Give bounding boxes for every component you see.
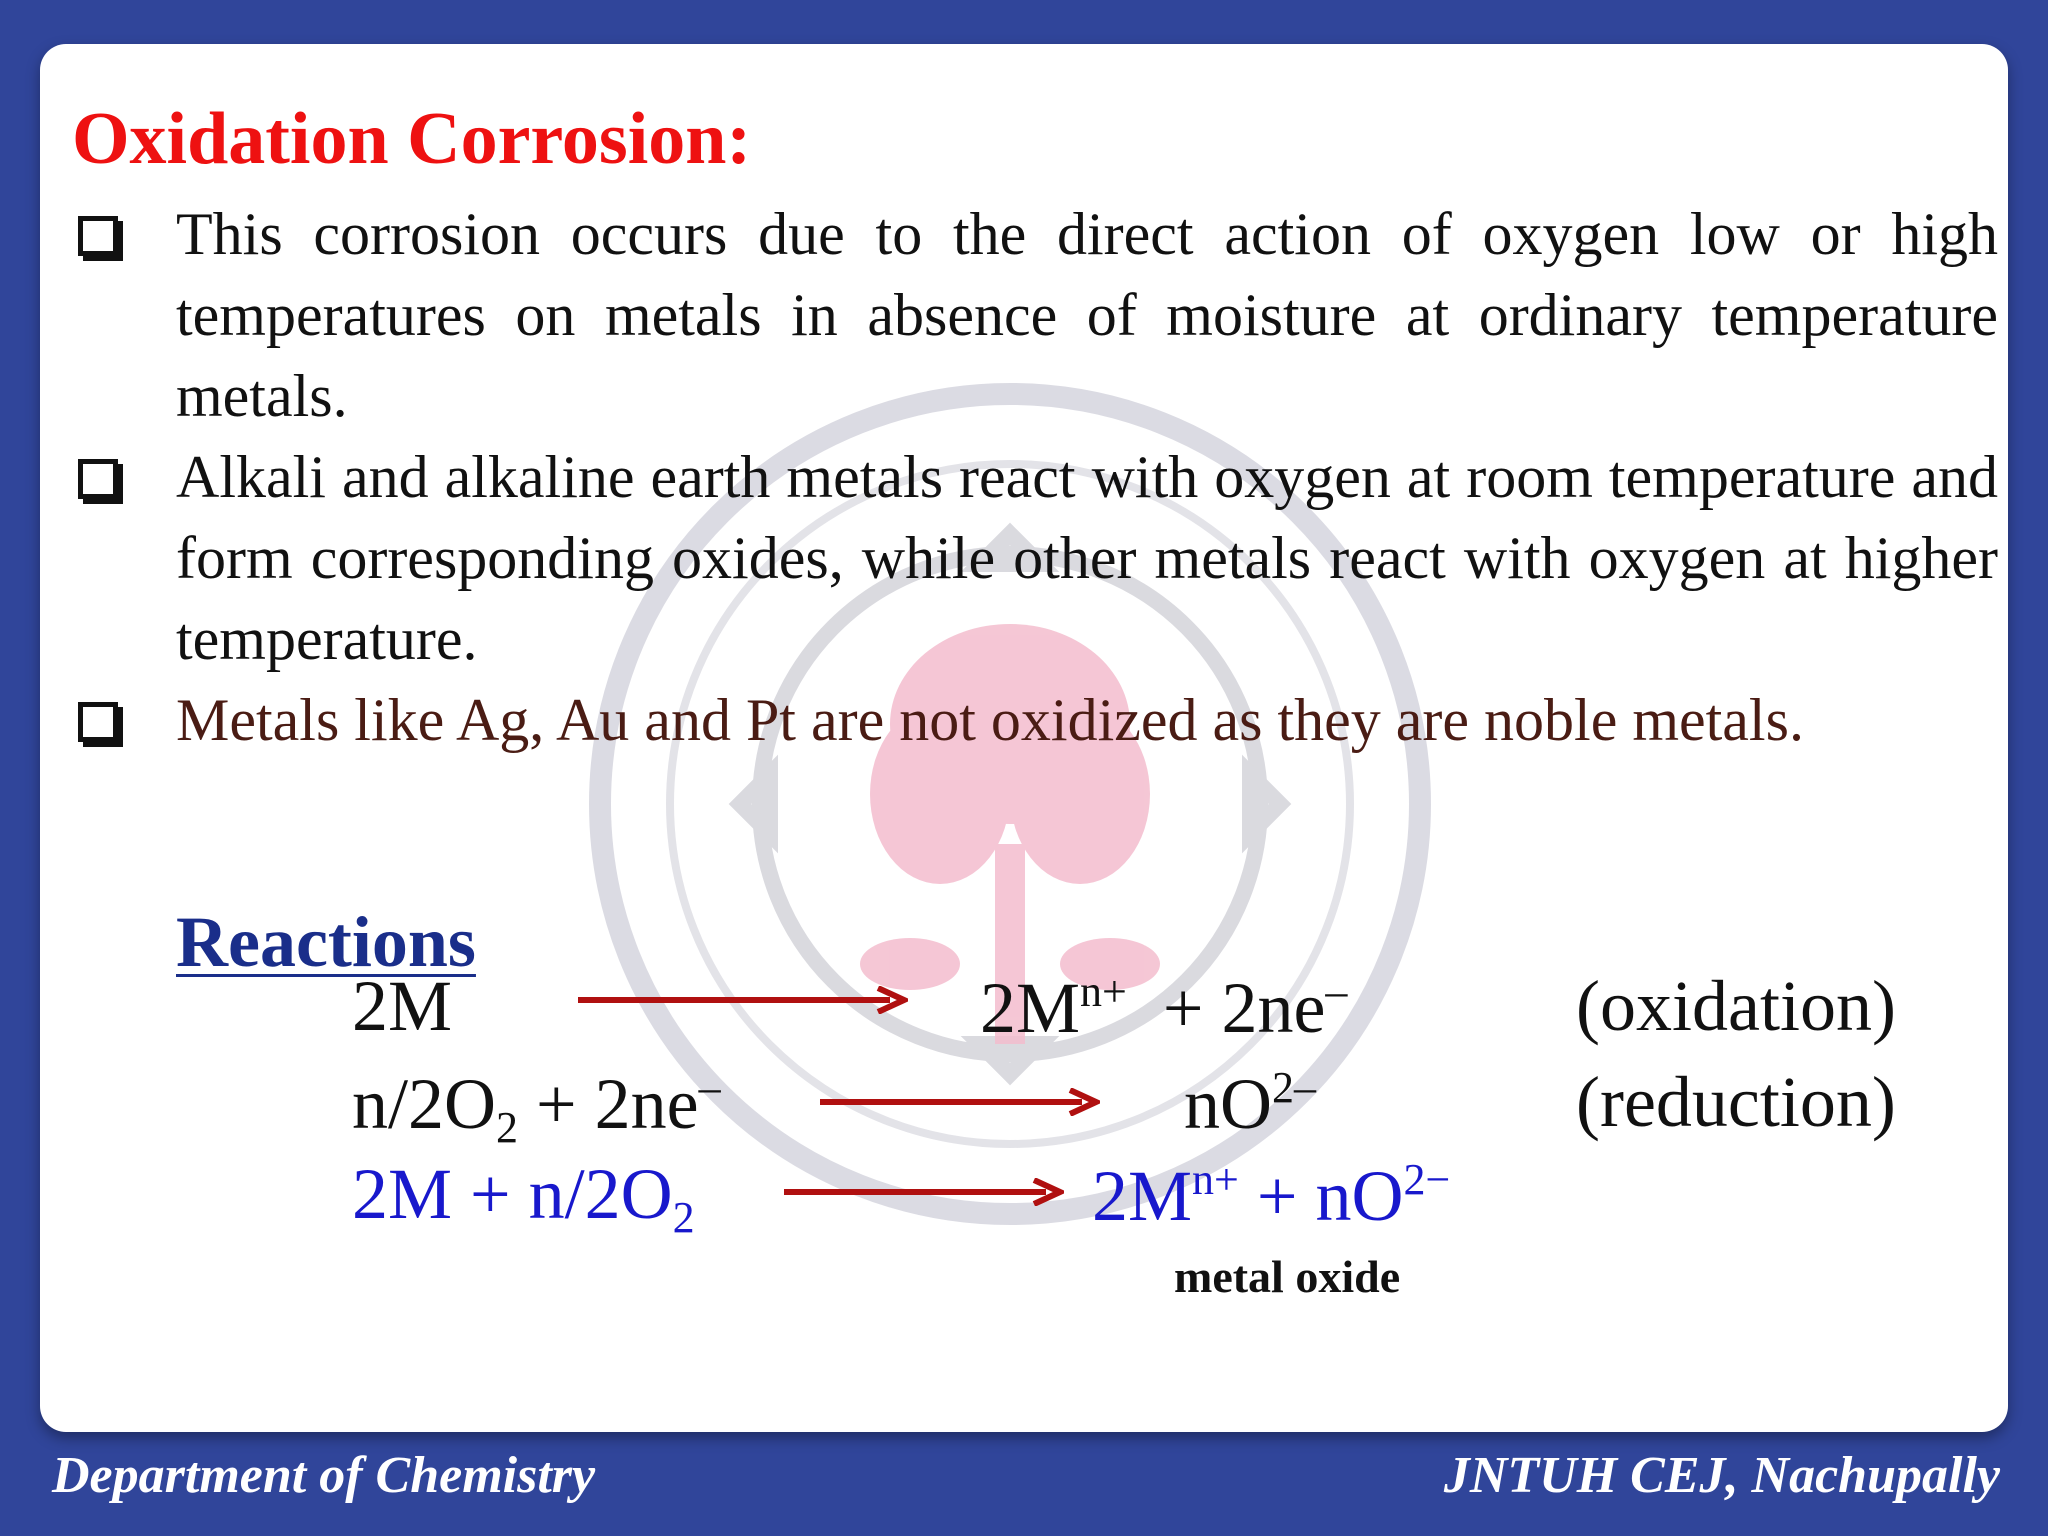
bullet-text: This corrosion occurs due to the direct action of oxygen low or high temperatures on metals in absence of moisture at ordinary temperature metals. xyxy=(176,201,1998,429)
product-note: metal oxide xyxy=(1174,1251,1401,1302)
arrow-icon xyxy=(820,1088,1100,1116)
arrow-icon xyxy=(578,986,908,1014)
bullet-text: Alkali and alkaline earth metals react with oxygen at room temperature and form corresponding oxides, while other metals react with oxygen at higher temperature. xyxy=(176,444,1998,672)
footer-institution: JNTUH CEJ, Nachupally xyxy=(1443,1447,2000,1504)
checkbox-bullet-icon xyxy=(78,702,118,742)
net-reaction-rhs: $2M^{n+} + nO^{2-}$ xyxy=(1092,1155,1451,1236)
checkbox-bullet-icon xyxy=(78,216,118,256)
net-reaction-lhs: $2M + n/2O_2$ xyxy=(352,1154,695,1242)
reaction-1-label: (oxidation) xyxy=(1576,966,1896,1046)
bullet-item xyxy=(40,194,1998,437)
reaction-1-lhs: 2M xyxy=(352,966,453,1046)
reaction-2-lhs: $n/2O_2 + 2ne^-$ xyxy=(352,1063,721,1152)
slide-card xyxy=(40,44,2008,1432)
reaction-2-rhs: $nO^{2-}$ xyxy=(1184,1063,1316,1144)
arrow-icon xyxy=(784,1178,1064,1206)
footer-department: Department of Chemistry xyxy=(52,1447,596,1504)
bullet-list xyxy=(40,194,2008,761)
reaction-2-label: (reduction) xyxy=(1576,1062,1896,1142)
reactions-heading: Reactions xyxy=(176,902,476,982)
bullet-item xyxy=(40,437,1998,680)
reaction-1-rhs: $2M^{n+} + 2ne^-$ xyxy=(980,967,1348,1048)
bullet-item xyxy=(40,680,1998,761)
checkbox-bullet-icon xyxy=(78,459,118,499)
bullet-text: Metals like Ag, Au and Pt are not oxidized as they are noble metals. xyxy=(176,687,1804,753)
slide-title: Oxidation Corrosion: xyxy=(72,98,752,180)
